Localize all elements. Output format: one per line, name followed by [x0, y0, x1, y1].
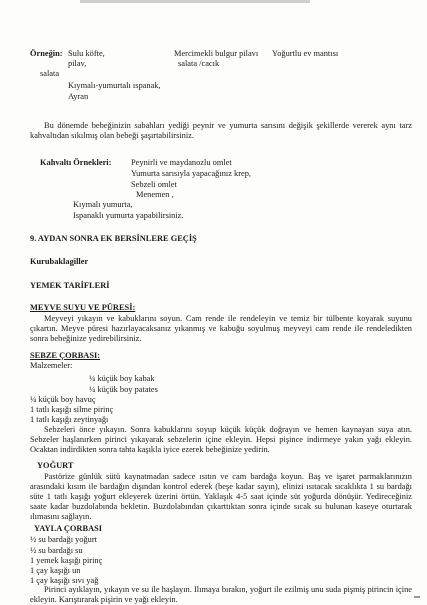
- sebze-item-patates: ¼ küçük boy patates: [89, 385, 158, 394]
- example-ispanak: Kıymalı-yumurtalı ıspanak,: [68, 81, 161, 90]
- example-salata: salata: [40, 69, 60, 78]
- breakfast-item-kiymali: Kıymalı yumurta,: [73, 200, 133, 209]
- scan-mark: [414, 596, 420, 598]
- sebze-paragraph: Sebzeleri önce yıkayın. Sonra kabuklarını soyup küçük küçük doğrayın ve hemen kaynayan suya atın. Sebzeler haşlanırken pirinci yıkayarak sebzelerin içine ekleyin. Hepsi pişince indirmeye yakın yağı ekleyin. Ocaktan indirdikten sonra tahta kaşıkla iyice ezerek bebeğinize yedirin.: [30, 425, 412, 455]
- breakfast-item-krep: Yumurta sarısıyla yapacağınız krep,: [131, 169, 251, 178]
- breakfast-item-omlet: Peynirli ve maydanozlu omlet: [131, 158, 232, 167]
- breakfast-item-sebzeli-omlet: Sebzeli omlet: [131, 180, 177, 189]
- example-pilav: pilav,: [68, 59, 87, 68]
- intro-paragraph: Bu dönemde bebeğinizin sabahları yediği peynir ve yumurta sarısını değişik şekillerde vererek aynı tarz kahvaltıdan sıkılmış olan bebeği şaşırtabilirsiniz.: [30, 121, 412, 141]
- section-9-heading: 9. AYDAN SONRA EK BERSİNLERE GEÇİŞ: [30, 234, 197, 243]
- scan-top-edge: [80, 0, 310, 3]
- yayla-paragraph: Pirinci ayıklayın, yıkayın ve su ile haşlayın. Ilımaya bırakın, yoğurt ile ezilmiş unu suda pişmiş pirincin içine ekleyin. Karıştırarak pişirin ve yağı ekleyin.: [30, 585, 412, 605]
- examples-label: Örneğin:: [30, 49, 63, 58]
- example-ayran: Ayran: [68, 92, 89, 101]
- example-salata-cacik: salata /cacık: [178, 59, 220, 68]
- breakfast-label: Kahvaltı Örnekleri:: [40, 158, 112, 167]
- yayla-item-yogurt: ½ su bardağı yoğurt: [30, 535, 97, 544]
- breakfast-item-ispanakli: Ispanaklı yumurta yapabilirsiniz.: [73, 211, 184, 220]
- yayla-item-pirinc: 1 yemek kaşığı pirinç: [30, 556, 103, 565]
- breakfast-item-menemen: Menemen ,: [136, 190, 174, 199]
- meyve-paragraph: Meyveyi yıkayın ve kabuklarını soyun. Cam rende ile rendeleyin ve temiz bir tülbente koyarak suyunu çıkartın. Meyve püresi hazırlayacaksanız yıkanmış ve kabuğu soyulmuş meyveyi cam rende ile rendeledikten sonra bebeğinize yedirebilirsiniz.: [30, 314, 412, 344]
- sebze-heading: SEBZE ÇORBASI:: [30, 351, 101, 360]
- sebze-item-zeytinyagi: 1 tatlı kaşığı zeytinyağı: [30, 415, 109, 424]
- sebze-item-pirinc: 1 tatlı kaşığı silme pirinç: [30, 405, 114, 414]
- yayla-heading: YAYLA ÇORBASI: [34, 524, 103, 533]
- yemek-tarifleri-heading: YEMEK TARİFLERİ: [30, 281, 110, 290]
- meyve-heading: MEYVE SUYU VE PÜRESİ:: [30, 303, 136, 312]
- yayla-item-un: 1 çay kaşığı un: [30, 566, 81, 575]
- yayla-item-yag: 1 çay kaşığı sıvı yağ: [30, 576, 99, 585]
- sebze-item-kabak: ¼ küçük boy kabak: [89, 374, 155, 383]
- kurubaklagiller-heading: Kurubaklagiller: [30, 257, 89, 266]
- sebze-malzemeler-label: Malzemeler:: [30, 361, 73, 370]
- example-sulu-kofte: Sulu köfte,: [68, 49, 105, 58]
- example-manti: Yoğurtlu ev mantısı: [272, 49, 339, 58]
- yogurt-paragraph: Pastörize günlük sütü kaynatmadan sadece ısıtın ve cam bardağa koyun. Baş ve işaret parmaklarınızın arasındaki kısım ile bardağın dışından kontrol ederek (beşe kadar sayın), elinizi ısıtacak sıcaklıkta 1 su bardağı süte 1 tatlı kaşığı yoğurt ekleyerek üzerini örtün. Yaklaşık 4-5 saat içinde süt yoğurda dönüşür. Yedireceğiniz saate kadar buzdolabında bekletin. Buzdolabından çıkarttıktan sonra içinde sıcak su bulunan kaseye oturtarak ılımasını sağlayın.: [30, 472, 412, 522]
- yogurt-heading: YOĞURT: [37, 461, 74, 470]
- yayla-item-su: ½ su bardağı su: [30, 546, 83, 555]
- sebze-item-havuc: ¼ küçük boy havuç: [30, 395, 96, 404]
- example-bulgur-pilavi: Mercimekli bulgur pilavı: [174, 49, 259, 58]
